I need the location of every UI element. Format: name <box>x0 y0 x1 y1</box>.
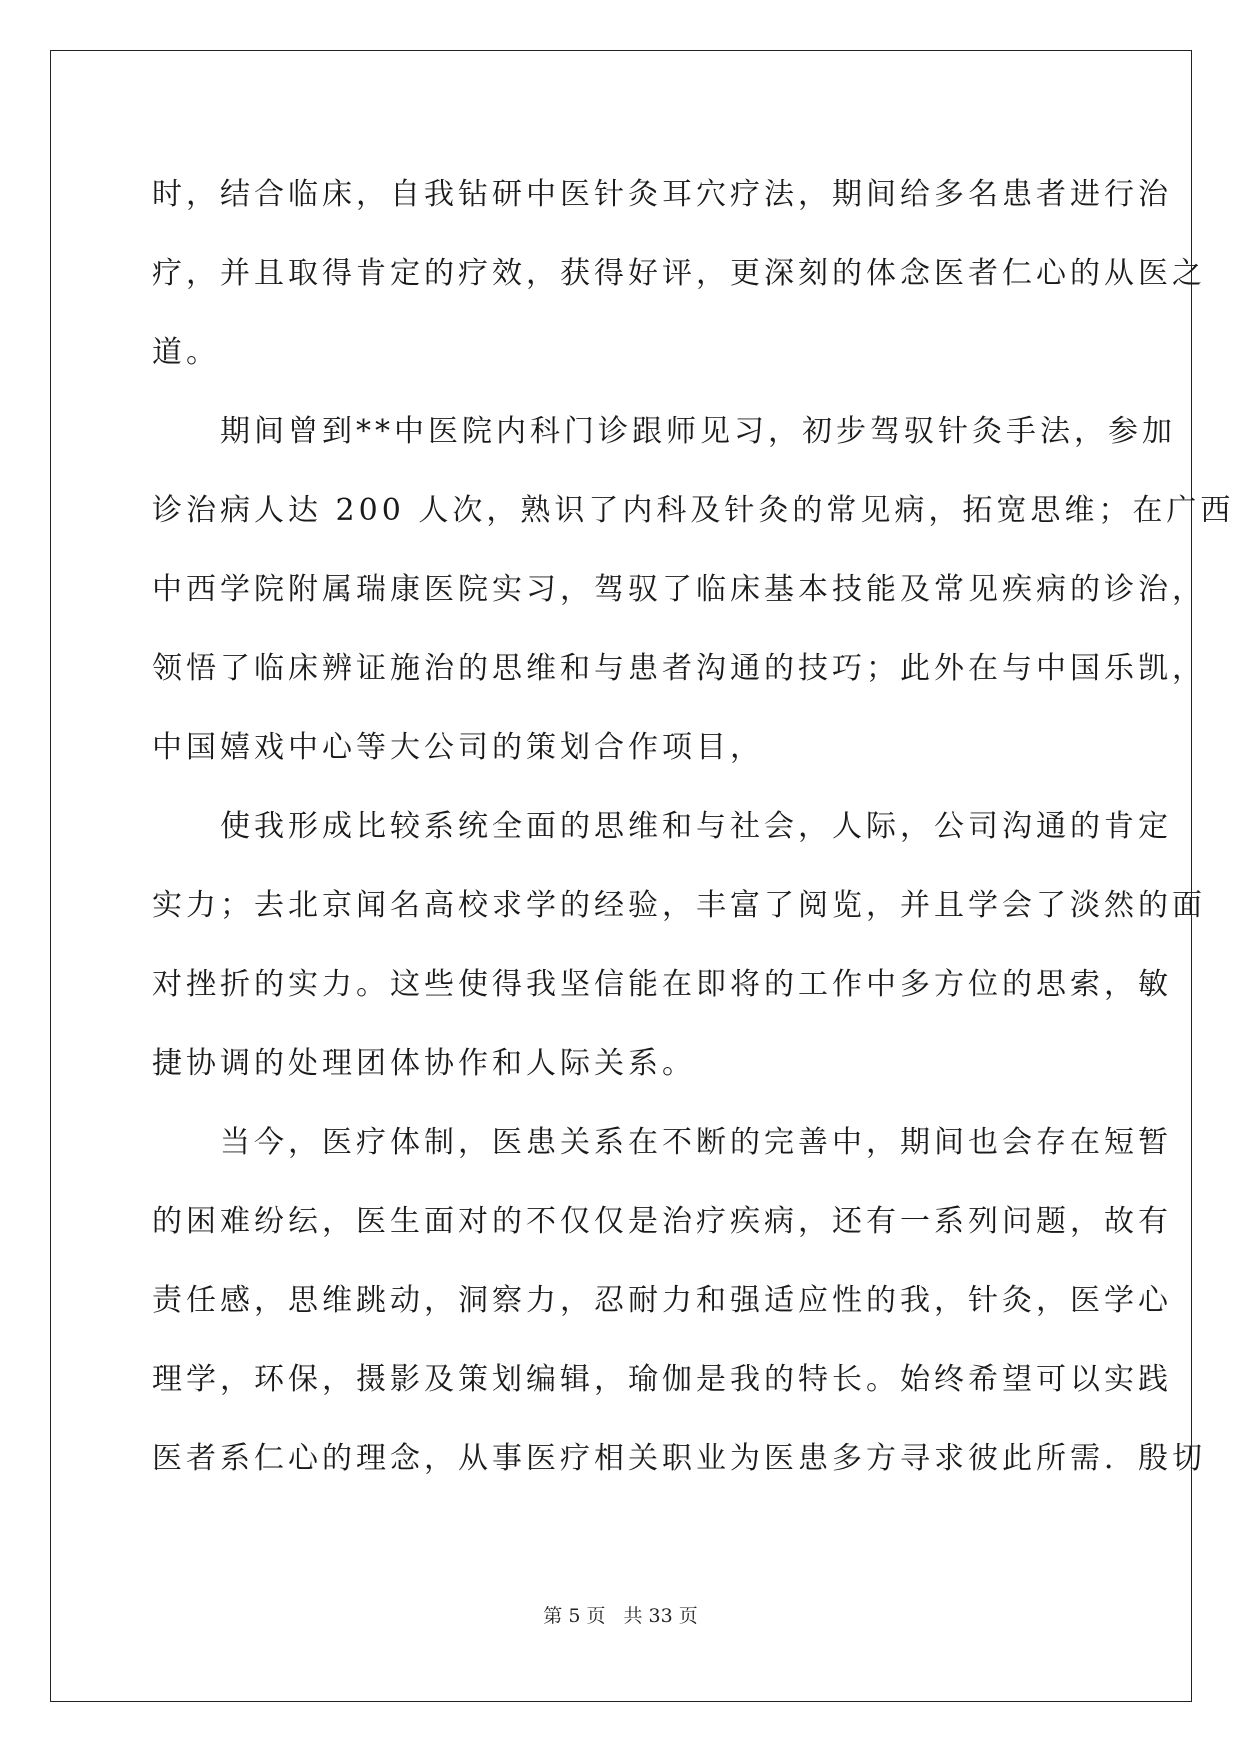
text-line-10: 实力；去北京闻名高校求学的经验，丰富了阅览，并且学会了淡然的面 <box>152 888 1206 923</box>
text-line-3: 道。 <box>152 335 220 370</box>
text-line-1: 时，结合临床，自我钻研中医针灸耳穴疗法，期间给多名患者进行治 <box>152 177 1172 212</box>
text-line-12: 捷协调的处理团体协作和人际关系。 <box>152 1046 696 1081</box>
page-footer <box>0 1601 1241 1628</box>
page-total: 共 33 页 <box>623 1605 698 1627</box>
text-line-4: 期间曾到**中医院内科门诊跟师见习，初步驾驭针灸手法，参加 <box>152 414 1176 449</box>
text-line-16: 理学，环保，摄影及策划编辑，瑜伽是我的特长。始终希望可以实践 <box>152 1362 1172 1397</box>
text-line-7: 领悟了临床辨证施治的思维和与患者沟通的技巧；此外在与中国乐凯， <box>152 651 1206 686</box>
page-number: 第 5 页 <box>543 1605 606 1627</box>
text-line-11: 对挫折的实力。这些使得我坚信能在即将的工作中多方位的思索，敏 <box>152 967 1172 1002</box>
text-line-5: 诊治病人达 200 人次，熟识了内科及针灸的常见病，拓宽思维；在广西 <box>152 493 1235 528</box>
text-line-9: 使我形成比较系统全面的思维和与社会，人际，公司沟通的肯定 <box>152 809 1172 844</box>
text-line-2: 疗，并且取得肯定的疗效，获得好评，更深刻的体念医者仁心的从医之 <box>152 256 1206 291</box>
text-line-15: 责任感，思维跳动，洞察力，忍耐力和强适应性的我，针灸，医学心 <box>152 1283 1172 1318</box>
document-body <box>152 155 1235 1498</box>
text-line-13: 当今，医疗体制，医患关系在不断的完善中，期间也会存在短暂 <box>152 1125 1172 1160</box>
text-line-6: 中西学院附属瑞康医院实习，驾驭了临床基本技能及常见疾病的诊治， <box>152 572 1206 607</box>
text-line-17: 医者系仁心的理念，从事医疗相关职业为医患多方寻求彼此所需．殷切 <box>152 1441 1206 1476</box>
text-line-14: 的困难纷纭，医生面对的不仅仅是治疗疾病，还有一系列问题，故有 <box>152 1204 1172 1239</box>
text-line-8: 中国嬉戏中心等大公司的策划合作项目， <box>152 730 764 765</box>
